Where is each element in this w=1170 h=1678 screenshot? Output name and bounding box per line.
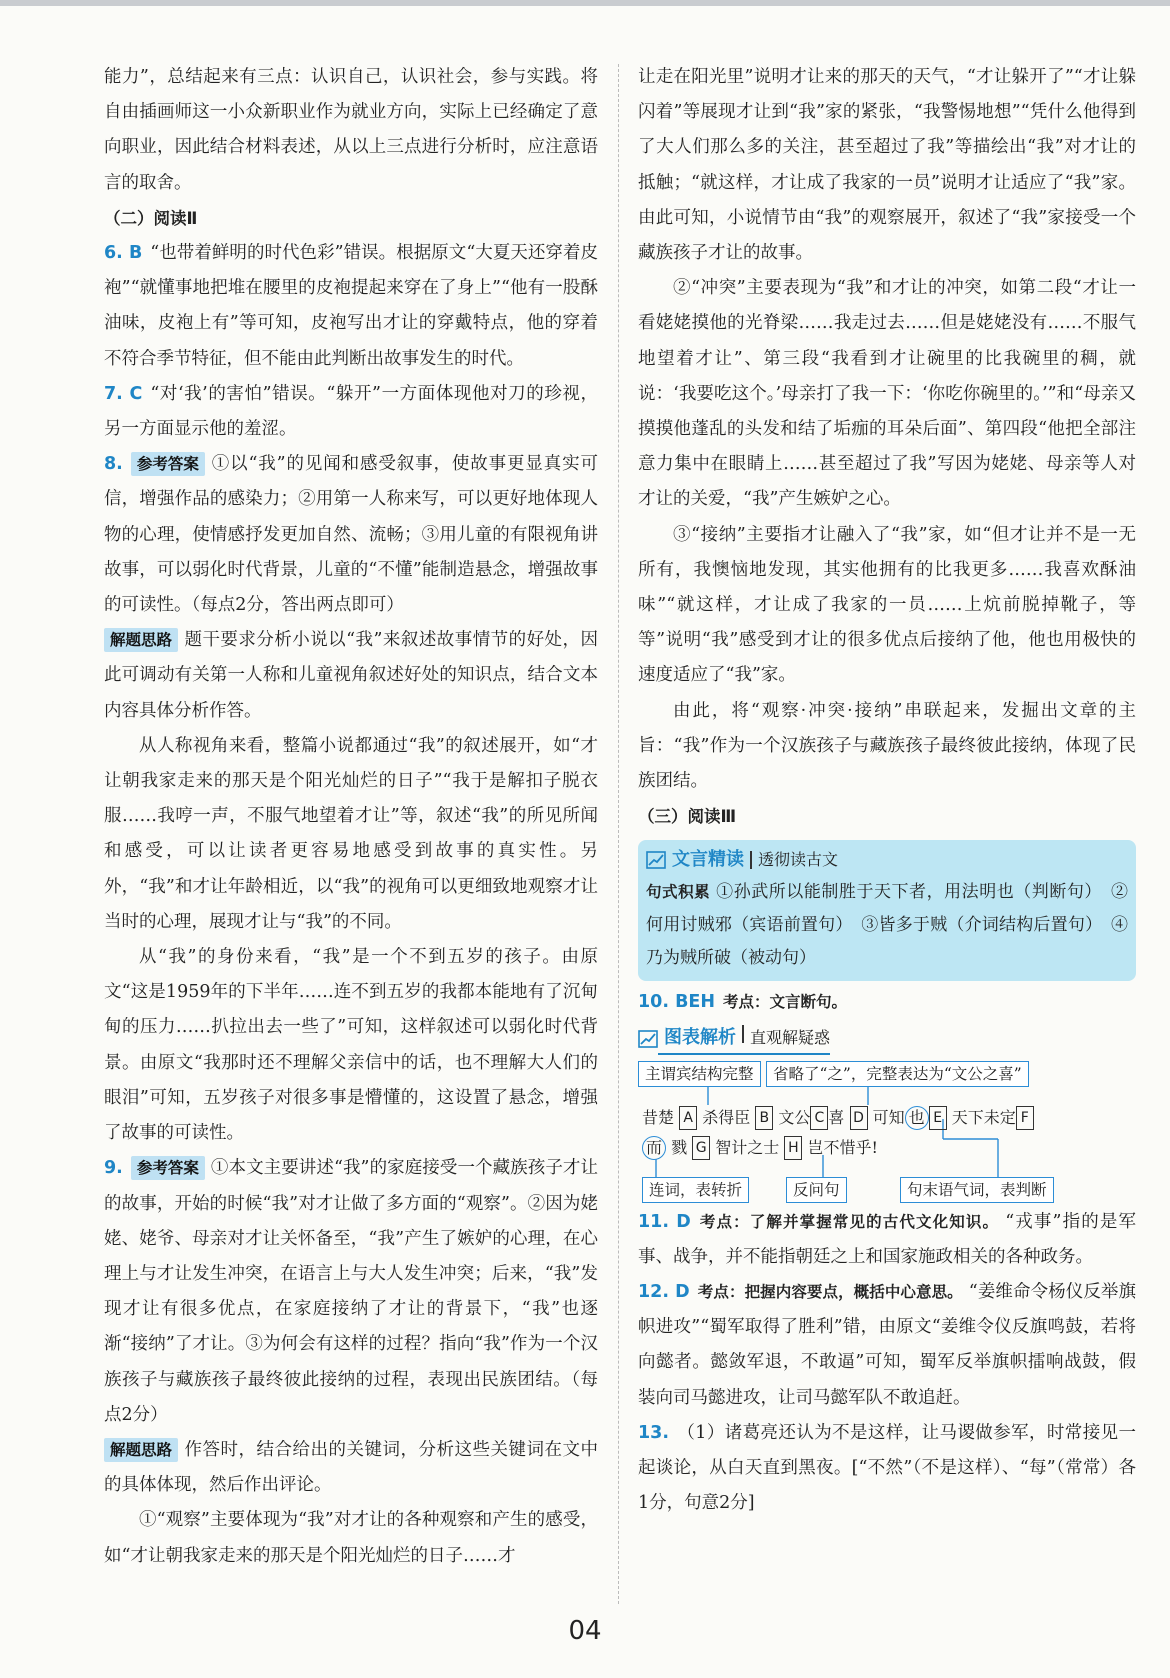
note-complete-structure: 主谓宾结构完整 (638, 1061, 761, 1087)
exam-point: 考点：文言断句。 (723, 993, 848, 1012)
paragraph: 让走在阳光里”说明才让来的那天的天气，“才让躲开了”“才让躲闪着”等展现才让到“我”家的紧张，“我警惕地想”“凭什么他得到了大人们那么多的关注，甚至超过了我”等描绘出“我”对才让的抵触；“就这样，才让成了我家的一员”说明才让适应了“我”家。由此可知，小说情节由“我”的观察展开，叙述了“我”家接受一个藏族孩子才让的故事。 (638, 67, 1136, 264)
thinking-tag: 解题思路 (104, 628, 178, 652)
note-omitted-zhi: 省略了“之”，完整表达为“文公之喜” (766, 1061, 1029, 1087)
question-number: 12. D (638, 1282, 690, 1303)
note-conjunction: 连词，表转折 (642, 1177, 749, 1203)
classical-reading-subtitle: 透彻读古文 (758, 850, 839, 870)
answer-text: （1）诸葛亮还认为不是这样，让马谡做参军，时常接见一起谈论，从白天直到黑夜。[“不然”（不是这样）、“每”（常常）各1分，句意2分] (638, 1422, 1136, 1514)
section-heading: （二）阅读Ⅱ (104, 208, 198, 228)
sentence-line-1 (642, 1105, 1034, 1131)
break-box-a: A (679, 1106, 697, 1130)
chart-analysis-title-wrap (658, 1023, 830, 1055)
circled-ye: 也 (905, 1106, 929, 1130)
sentence-line-2 (642, 1135, 878, 1161)
paragraph: ②“冲突”主要表现为“我”和才让的冲突，如第二段“才让一看姥姥摸他的光脊梁……我走过去……但是姥姥没有……不服气地望着才让”、第三段“我看到才让碗里的比我碗里的稠，就说：‘我要吃这个。’母亲打了我一下：‘你吃你碗里的。’”和“母亲又摸摸他蓬乱的头发和结了垢痂的耳朵后面”、第四段“他把全部注意力集中在眼睛上……甚至超过了我”写因为姥姥、母亲等人对才让的关爱，“我”产生嫉妒之心。 (638, 278, 1136, 510)
top-edge-bar (0, 0, 1170, 6)
left-column (104, 60, 598, 1574)
paragraph: 从人称视角来看，整篇小说都通过“我”的叙述展开，如“才让朝我家走来的那天是个阳光灿烂的日子”“我于是解扣子脱衣服……我哼一声，不服气地望着才让”等，叙述“我”的所见所闻和感受，可以让读者更容易地感受到故事的真实性。另外，“我”和才让年龄相近，以“我”的视角可以更细致地观察才让当时的心理，展现才让与“我”的不同。 (104, 735, 598, 932)
title-separator (750, 851, 752, 869)
text-segment: 可知 (872, 1107, 905, 1127)
break-box-f: F (1016, 1106, 1034, 1130)
text-segment: 昔楚 (642, 1107, 675, 1127)
sentence-patterns-label: 句式积累 (646, 883, 711, 902)
paragraph: 从“我”的身份来看，“我”是一个不到五岁的孩子。由原文“这是1959年的下半年……连不到五岁的我都本能地有了沉甸甸的压力……扒拉出去一些了”可知，这样叙述可以弱化时代背景。由原文“我那时还不理解父亲信中的话，也不理解大人们的眼泪”可知，五岁孩子对很多事是懵懂的，这设置了悬念，增强了故事的可读性。 (104, 947, 598, 1144)
title-separator (742, 1025, 744, 1043)
break-box-h: H (784, 1136, 802, 1160)
answer-text: “对‘我’的害怕”错误。“躲开”一方面体现他对刀的珍视，另一方面显示他的羞涩。 (104, 383, 598, 440)
trend-chart-icon (638, 1030, 658, 1048)
break-box-b: B (755, 1106, 773, 1130)
column-divider (618, 64, 619, 1604)
note-final-particle: 句末语气词，表判断 (900, 1177, 1054, 1203)
thinking-9 (104, 1433, 598, 1503)
answer-6 (104, 236, 598, 377)
answer-9 (104, 1151, 598, 1433)
break-box-e: E (929, 1106, 947, 1130)
reference-answer-tag: 参考答案 (131, 452, 205, 476)
question-number: 7. C (104, 383, 143, 404)
exam-point: 考点：把握内容要点，概括中心意思。 (697, 1283, 963, 1302)
text-segment: 喜 (828, 1107, 845, 1127)
text-segment: 文公 (778, 1107, 811, 1127)
thinking-tag: 解题思路 (104, 1438, 178, 1462)
classical-reading-box (638, 840, 1136, 981)
answer-8 (104, 447, 598, 623)
circled-er: 而 (642, 1136, 666, 1160)
text-segment: 杀得臣 (702, 1107, 751, 1127)
question-number: 10. BEH (638, 992, 716, 1013)
answer-12 (638, 1275, 1136, 1416)
sentence-patterns (646, 876, 1128, 975)
paragraph: 能力”，总结起来有三点：认识自己，认识社会，参与实践。将自由插画师这一小众新职业作为就业方向，实际上已经确定了意向职业，因此结合材料表述，从以上三点进行分析时，应注意语言的取舍。 (104, 67, 598, 193)
break-box-c: C (810, 1106, 828, 1130)
chart-analysis-title: 图表解析 (664, 1026, 736, 1048)
text-segment: 岂不惜乎! (807, 1137, 878, 1157)
answer-10 (638, 985, 1136, 1020)
text-segment: 天下未定 (951, 1107, 1016, 1127)
answer-11 (638, 1205, 1136, 1275)
question-number: 13. (638, 1422, 670, 1443)
text-segment: 智计之士 (715, 1137, 780, 1157)
exam-point: 考点：了解并掌握常见的古代文化知识。 (698, 1212, 1000, 1231)
section-heading: （三）阅读Ⅲ (638, 807, 737, 827)
classical-reading-title: 文言精读 (672, 849, 744, 871)
question-number: 11. D (638, 1211, 691, 1232)
answer-text: “戎事”指的是军事、战争，并不能指朝廷之上和国家施政相关的各种政务。 (638, 1211, 1136, 1267)
answer-13 (638, 1416, 1136, 1522)
classical-reading-header (646, 844, 1128, 876)
thinking-8 (104, 623, 598, 729)
answer-text: ①以“我”的见闻和感受叙事，使故事更显真实可信，增强作品的感染力；②用第一人称来写，可以更好地体现人物的心理，使情感抒发更加自然、流畅；③用儿童的有限视角讲故事，可以弱化时代背景，儿童的“不懂”能制造悬念，增强故事的可读性。（每点2分，答出两点即可） (104, 454, 598, 616)
sentence-patterns-text: ①孙武所以能制胜于天下者，用法明也（判断句） ②何用讨贼邪（宾语前置句） ③皆多于贼（介词结构后置句） ④乃为贼所破（被动句） (646, 882, 1128, 969)
thinking-text: 题干要求分析小说以“我”来叙述故事情节的好处，因此可调动有关第一人称和儿童视角叙述好处的知识点，结合文本内容具体分析作答。 (104, 630, 598, 721)
trend-chart-icon (646, 851, 666, 869)
reference-answer-tag: 参考答案 (131, 1156, 205, 1180)
paragraph: 由此，将“观察·冲突·接纳”串联起来，发掘出文章的主旨：“我”作为一个汉族孩子与藏族孩子最终彼此接纳，体现了民族团结。 (638, 700, 1136, 792)
chart-analysis-subtitle: 直观解疑惑 (750, 1027, 831, 1047)
break-box-g: G (692, 1136, 710, 1160)
question-number: 9. (104, 1158, 123, 1179)
right-column (638, 60, 1136, 1522)
chart-analysis-header (638, 1023, 1136, 1055)
sentence-break-diagram (638, 1055, 1136, 1205)
text-segment: 戮 (671, 1137, 688, 1157)
answer-text: “姜维命令杨仪反举旗帜进攻”“蜀军取得了胜利”错，由原文“姜维令仪反旗鸣鼓，若将向懿者。懿敛军退，不敢逼”可知，蜀军反举旗帜擂响战鼓，假装向司马懿进攻，让司马懿军队不敢追赶。 (638, 1282, 1137, 1408)
break-box-d: D (850, 1106, 868, 1130)
thinking-text: 作答时，结合给出的关键词，分析这些关键词在文中的具体体现，然后作出评论。 (104, 1439, 598, 1496)
answer-text: “也带着鲜明的时代色彩”错误。根据原文“大夏天还穿着皮袍”“就懂事地把堆在腰里的皮袍提起来穿在了身上”“他有一股酥油味，皮袍上有”等可知，皮袍写出才让的穿戴特点，他的穿着不符合季节特征，但不能由此判断出故事发生的时代。 (104, 243, 598, 369)
question-number: 6. B (104, 243, 143, 264)
page-number: 04 (568, 1616, 602, 1646)
note-rhetorical: 反问句 (786, 1177, 847, 1203)
question-number: 8. (104, 454, 123, 475)
paragraph: ③“接纳”主要指才让融入了“我”家，如“但才让并不是一无所有，我懊恼地发现，其实他拥有的比我更多……我喜欢酥油味”“就这样，才让成了我家的一员……上炕前脱掉靴子，等等”说明“我”感受到才让的很多优点后接纳了他，他也用极快的速度适应了“我”家。 (638, 524, 1136, 686)
answer-7 (104, 377, 598, 447)
answer-text: ①本文主要讲述“我”的家庭接受一个藏族孩子才让的故事，开始的时候“我”对才让做了多方面的“观察”。②因为姥姥、姥爷、母亲对才让关怀备至，“我”产生了嫉妒的心理，在心理上与才让发生冲突，在语言上与大人发生冲突；后来，“我”发现才让有很多优点，在家庭接纳了才让的背景下，“我”也逐渐“接纳”了才让。③为何会有这样的过程？指向“我”作为一个汉族孩子与藏族孩子最终彼此接纳的过程，表现出民族团结。（每点2分） (104, 1158, 598, 1425)
paragraph: ①“观察”主要体现为“我”对才让的各种观察和产生的感受，如“才让朝我家走来的那天是个阳光灿烂的日子……才 (104, 1510, 598, 1566)
